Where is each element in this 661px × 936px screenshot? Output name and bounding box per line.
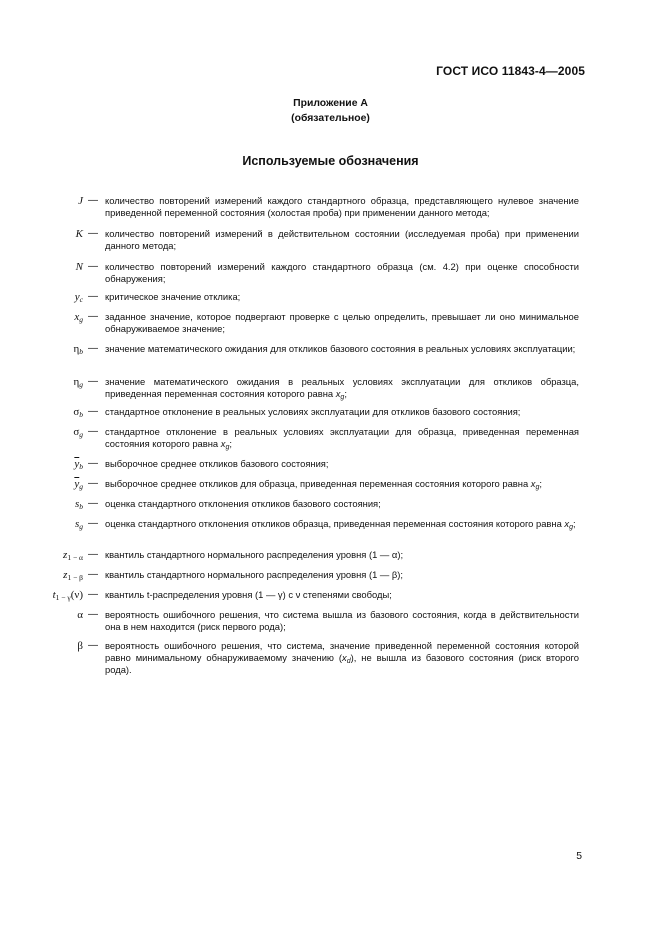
notation-definition: количество повторений измерений каждого стандартного образца (см. 4.2) при оценке способности обнаружения;: [105, 261, 579, 285]
notation-dash: —: [88, 589, 98, 600]
notation-definition: значение математического ожидания в реальных условиях эксплуатации для откликов образца, приведенная переменная состояния которого равна $x_g$;: [105, 376, 579, 402]
notation-symbol: $x_g$: [74, 311, 83, 324]
notation-definition: значение математического ожидания для откликов базового состояния в реальных условиях эксплуатации;: [105, 343, 576, 354]
notation-symbol: K: [75, 228, 83, 240]
notation-definition: количество повторений измерений каждого стандартного образца, представляющего нулевое значение приведенной переменной состояния (холостая проба) при применении данного метода;: [105, 195, 579, 219]
notation-definition: квантиль стандартного нормального распределения уровня (1 — α);: [105, 549, 404, 560]
notation-symbol: α: [77, 609, 83, 621]
notation-dash: —: [88, 498, 98, 509]
notation-dash: —: [88, 640, 98, 651]
notation-definition: квантиль t-распределения уровня (1 — γ) с ν степенями свободы;: [105, 589, 392, 600]
notation-dash: —: [88, 478, 98, 489]
notation-symbol: $z_{1 - \beta}$: [63, 569, 83, 582]
notation-definition: оценка стандартного отклонения откликов образца, приведенная переменная состояния которого равна $x_g$;: [105, 518, 576, 531]
notation-dash: —: [88, 376, 98, 387]
notation-dash: —: [88, 291, 98, 302]
notation-dash: —: [88, 518, 98, 529]
notation-dash: —: [88, 569, 98, 580]
notation-definition: выборочное среднее откликов для образца, приведенная переменная состояния которого равна $x_g$;: [105, 478, 542, 491]
notation-symbol: $\overline{y}_b$: [74, 458, 83, 471]
notation-symbol: $\overline{y}_g$: [74, 478, 83, 491]
notation-symbol: $s_b$: [74, 498, 83, 511]
notation-definition: критическое значение отклика;: [105, 291, 241, 302]
notation-symbol: J: [78, 195, 83, 207]
notation-symbol: $s_g$: [74, 518, 83, 531]
notation-dash: —: [88, 549, 98, 560]
notation-symbol: $z_{1 - \alpha}$: [63, 549, 83, 562]
notation-definition: количество повторений измерений в действительном состоянии (исследуемая проба) при применении данного метода;: [105, 228, 579, 252]
notation-symbol: $\sigma_g$: [73, 426, 83, 439]
appendix-heading: [0, 97, 661, 126]
notation-definition: вероятность ошибочного решения, что система вышла из базового состояния, когда в действительности она в нем находится (риск первого рода);: [105, 609, 579, 633]
page-number: 5: [576, 851, 582, 862]
notation-definition: выборочное среднее откликов базового состояния;: [105, 458, 329, 469]
notation-symbol: $\eta_b$: [73, 343, 83, 356]
appendix-title: Приложение А: [293, 98, 368, 109]
document-code: ГОСТ ИСО 11843-4—2005: [436, 64, 585, 78]
notation-dash: —: [88, 311, 98, 322]
notation-symbol: N: [75, 261, 83, 273]
notation-dash: —: [88, 195, 98, 206]
notation-definition: оценка стандартного отклонения откликов базового состояния;: [105, 498, 381, 509]
notation-definition: стандартное отклонение в реальных условиях эксплуатации для откликов базового состояния;: [105, 406, 521, 417]
notation-symbol: $\eta_g$: [73, 376, 83, 389]
notation-definition: заданное значение, которое подвергают проверке с целью определить, превышает ли оно минимальное обнаруживаемое значение;: [105, 311, 579, 335]
notation-dash: —: [88, 343, 98, 354]
notation-dash: —: [88, 228, 98, 239]
notation-symbol: $y_c$: [74, 291, 83, 304]
notation-definition: вероятность ошибочного решения, что система, значение приведенной переменной состояния которой равно минимальному обнаруживаемому значению $(x_d)$, не вышла из базового состояния (риск второго рода).: [105, 640, 579, 676]
notation-dash: —: [88, 458, 98, 469]
notation-dash: —: [88, 406, 98, 417]
section-title: Используемые обозначения: [242, 154, 419, 168]
notation-dash: —: [88, 426, 98, 437]
notation-symbol: $\sigma_b$: [73, 406, 83, 419]
notation-dash: —: [88, 609, 98, 620]
notation-definition: квантиль стандартного нормального распределения уровня (1 — β);: [105, 569, 404, 580]
notation-dash: —: [88, 261, 98, 272]
notation-symbol: β: [77, 640, 83, 652]
appendix-status: (обязательное): [291, 112, 370, 124]
notation-definition: стандартное отклонение в реальных условиях эксплуатации для образца, приведенная переменная состояния которого равна $x_g$;: [105, 426, 579, 452]
notation-symbol: $t_{1 - \gamma}(\nu)$: [52, 589, 83, 602]
